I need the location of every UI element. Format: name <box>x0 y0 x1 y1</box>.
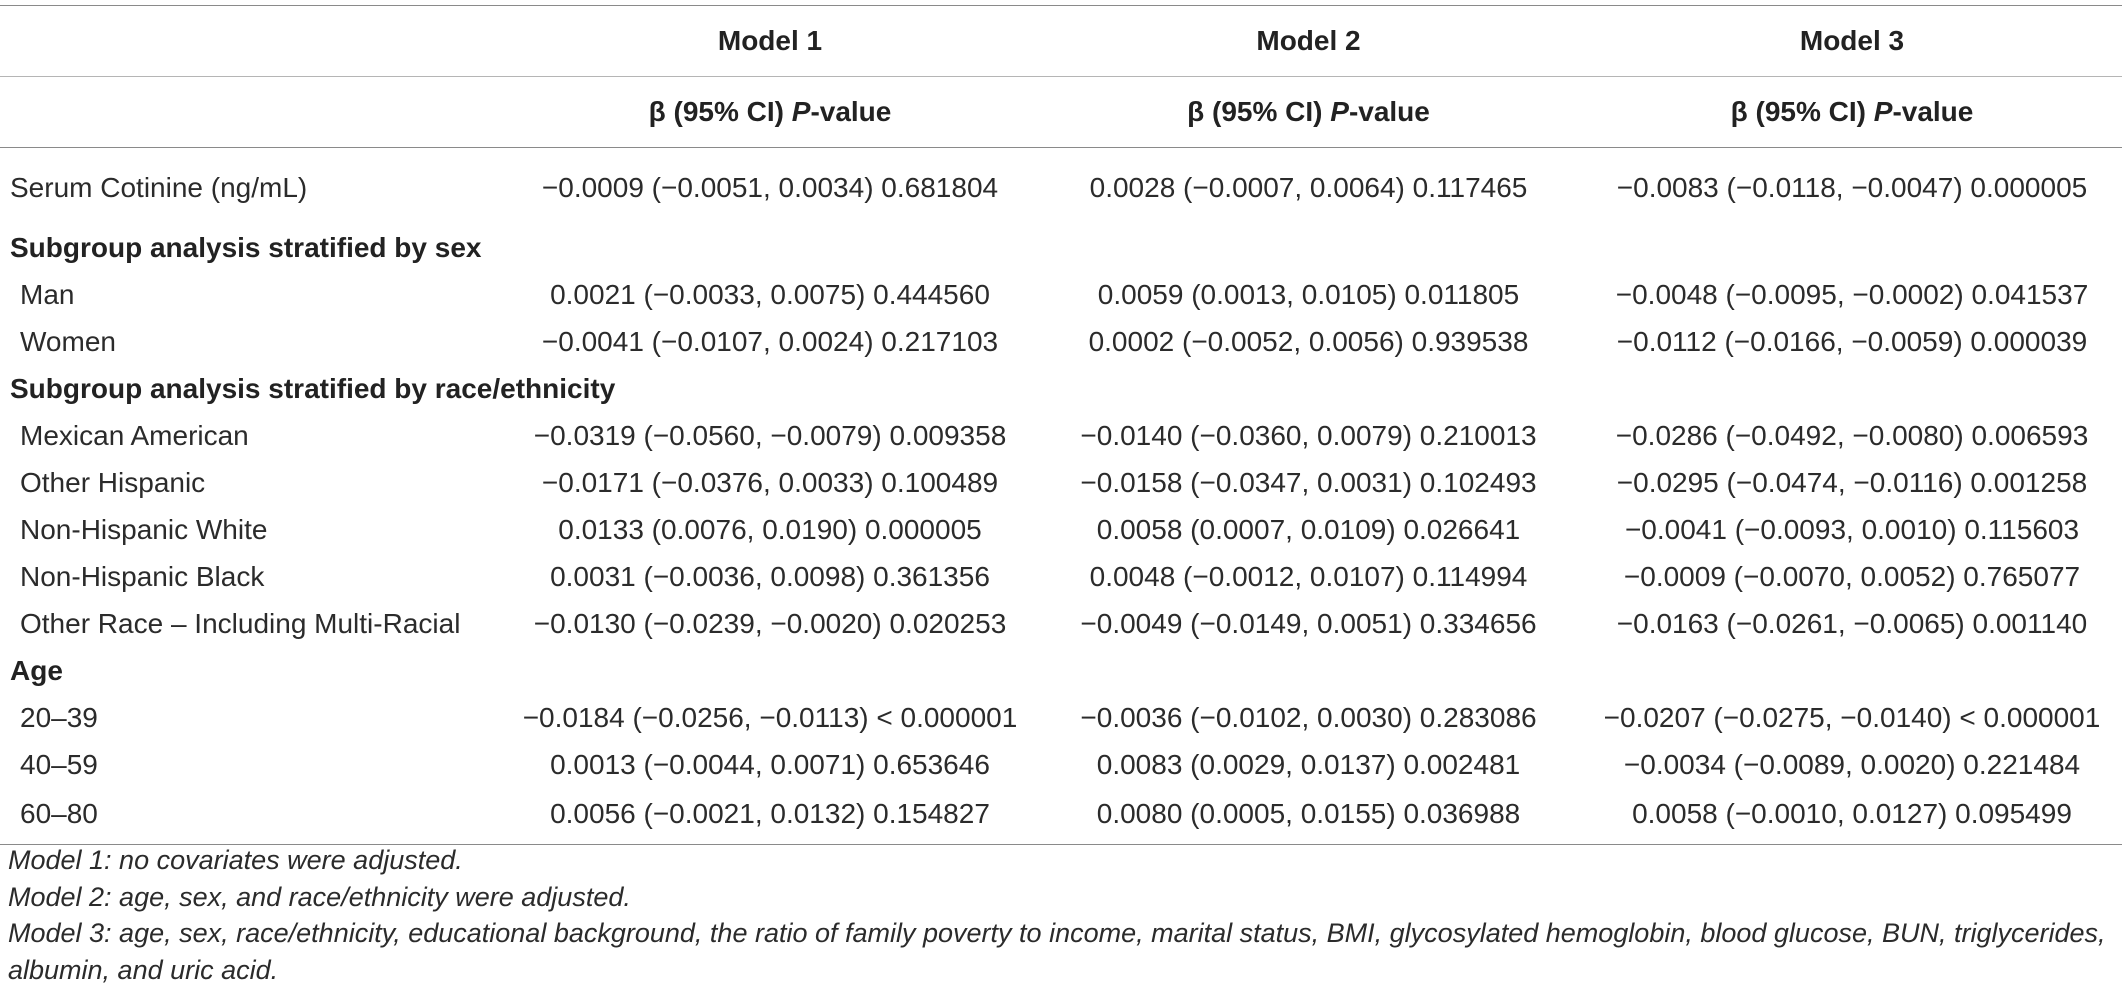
footnote-model-1: Model 1: no covariates were adjusted. <box>8 845 463 875</box>
row-label: Non-Hispanic White <box>20 513 268 545</box>
model-3-cell: −0.0083 (−0.0118, −0.0047) 0.000005 <box>1616 172 2088 203</box>
row-label: Non-Hispanic Black <box>20 560 265 592</box>
row-label: Man <box>20 278 75 310</box>
model-header-row <box>0 6 2122 77</box>
p-label: P <box>791 96 811 127</box>
beta-ci-label: β (95% CI) <box>1187 96 1331 127</box>
regression-table-container <box>0 5 2122 845</box>
model-3-cell: −0.0034 (−0.0089, 0.0020) 0.221484 <box>1623 748 2081 780</box>
p-suffix: -value <box>1348 96 1430 127</box>
regression-table <box>0 5 2122 845</box>
row-label: Women <box>20 325 116 357</box>
table-row <box>0 459 2122 506</box>
model-2-cell: 0.0083 (0.0029, 0.0137) 0.002481 <box>1096 748 1521 780</box>
table-row <box>0 553 2122 600</box>
model-3-cell: −0.0286 (−0.0492, −0.0080) 0.006593 <box>1615 419 2089 451</box>
table-row <box>0 412 2122 459</box>
model-1-cell: −0.0171 (−0.0376, 0.0033) 0.100489 <box>541 466 999 498</box>
row-label: Other Hispanic <box>20 466 206 498</box>
model-2-stat-header <box>1035 77 1582 148</box>
model-1-cell: 0.0056 (−0.0021, 0.0132) 0.154827 <box>505 788 1035 845</box>
header-blank-cell <box>0 6 505 77</box>
model-1-cell: −0.0184 (−0.0256, −0.0113) < 0.000001 <box>522 701 1018 733</box>
model-2-cell: 0.0058 (0.0007, 0.0109) 0.026641 <box>1096 513 1521 545</box>
row-label: 20–39 <box>20 701 98 733</box>
model-3-cell: −0.0041 (−0.0093, 0.0010) 0.115603 <box>1624 513 2080 545</box>
model-1-cell: −0.0319 (−0.0560, −0.0079) 0.009358 <box>533 419 1007 451</box>
p-label: P <box>1330 96 1349 127</box>
row-label: Mexican American <box>20 419 249 451</box>
model-2-cell: −0.0049 (−0.0149, 0.0051) 0.334656 <box>1080 607 1537 639</box>
model-3-cell: 0.0058 (−0.0010, 0.0127) 0.095499 <box>1582 788 2122 845</box>
subheader-blank-cell <box>0 77 505 148</box>
model-3-cell: −0.0163 (−0.0261, −0.0065) 0.001140 <box>1616 607 2088 639</box>
table-body <box>0 148 2122 845</box>
model-3-cell: −0.0207 (−0.0275, −0.0140) < 0.000001 <box>1603 701 2101 733</box>
row-label: Other Race – Including Multi-Racial <box>20 607 461 639</box>
model-1-cell: −0.0009 (−0.0051, 0.0034) 0.681804 <box>541 172 999 203</box>
model-2-cell: −0.0140 (−0.0360, 0.0079) 0.210013 <box>1080 419 1537 451</box>
row-label: Serum Cotinine (ng/mL) <box>10 172 308 203</box>
row-label: 60–80 <box>0 788 505 845</box>
model-2-cell: 0.0002 (−0.0052, 0.0056) 0.939538 <box>1088 325 1529 357</box>
beta-ci-label: β (95% CI) <box>1730 96 1874 127</box>
section-heading: Age <box>10 654 63 686</box>
p-suffix: -value <box>1892 96 1974 127</box>
model-2-cell: 0.0028 (−0.0007, 0.0064) 0.117465 <box>1089 172 1528 203</box>
model-1-cell: −0.0041 (−0.0107, 0.0024) 0.217103 <box>541 325 999 357</box>
model-1-cell: 0.0021 (−0.0033, 0.0075) 0.444560 <box>550 278 990 310</box>
model-3-cell: −0.0048 (−0.0095, −0.0002) 0.041537 <box>1615 278 2089 310</box>
stat-header-row <box>0 77 2122 148</box>
footnote-model-3: Model 3: age, sex, race/ethnicity, educational background, the ratio of family poverty to income, marital status, BMI, glycosylated hemoglobin, blood glucose, BUN, triglycerides, albumin, and uric acid. <box>8 918 2106 985</box>
model-2-cell: −0.0158 (−0.0347, 0.0031) 0.102493 <box>1080 466 1537 498</box>
model-2-cell: 0.0080 (0.0005, 0.0155) 0.036988 <box>1035 788 1582 845</box>
model-1-cell: 0.0013 (−0.0044, 0.0071) 0.653646 <box>550 748 990 780</box>
footnote-model-2: Model 2: age, sex, and race/ethnicity were adjusted. <box>8 881 631 912</box>
model-3-cell: −0.0295 (−0.0474, −0.0116) 0.001258 <box>1616 466 2088 498</box>
model-1-cell: 0.0133 (0.0076, 0.0190) 0.000005 <box>558 513 982 545</box>
p-suffix: -value <box>810 96 892 127</box>
model-3-stat-header <box>1582 77 2122 148</box>
table-row <box>0 694 2122 741</box>
table-row <box>0 600 2122 647</box>
row-label: 40–59 <box>20 748 98 780</box>
section-row <box>0 647 2122 694</box>
section-heading: Subgroup analysis stratified by sex <box>10 231 482 263</box>
model-2-header: Model 2 <box>1035 6 1582 77</box>
table-row <box>0 148 2122 225</box>
p-label: P <box>1873 96 1893 127</box>
table-row <box>0 741 2122 788</box>
table-row <box>0 788 2122 845</box>
beta-ci-label: β (95% CI) <box>648 96 792 127</box>
model-2-cell: 0.0059 (0.0013, 0.0105) 0.011805 <box>1097 278 1520 310</box>
model-2-cell: −0.0036 (−0.0102, 0.0030) 0.283086 <box>1080 701 1537 733</box>
model-1-cell: 0.0031 (−0.0036, 0.0098) 0.361356 <box>550 560 990 592</box>
table-row <box>0 271 2122 318</box>
section-row <box>0 224 2122 271</box>
section-heading: Subgroup analysis stratified by race/ethnicity <box>10 372 616 404</box>
model-3-header: Model 3 <box>1582 6 2122 77</box>
model-2-cell: 0.0048 (−0.0012, 0.0107) 0.114994 <box>1089 560 1528 592</box>
table-footnotes <box>8 842 2113 988</box>
model-3-cell: −0.0112 (−0.0166, −0.0059) 0.000039 <box>1616 325 2088 357</box>
section-row <box>0 365 2122 412</box>
model-1-header: Model 1 <box>505 6 1035 77</box>
model-3-cell: −0.0009 (−0.0070, 0.0052) 0.765077 <box>1623 560 2081 592</box>
table-row <box>0 506 2122 553</box>
model-1-cell: −0.0130 (−0.0239, −0.0020) 0.020253 <box>533 607 1007 639</box>
model-1-stat-header <box>505 77 1035 148</box>
table-row <box>0 318 2122 365</box>
